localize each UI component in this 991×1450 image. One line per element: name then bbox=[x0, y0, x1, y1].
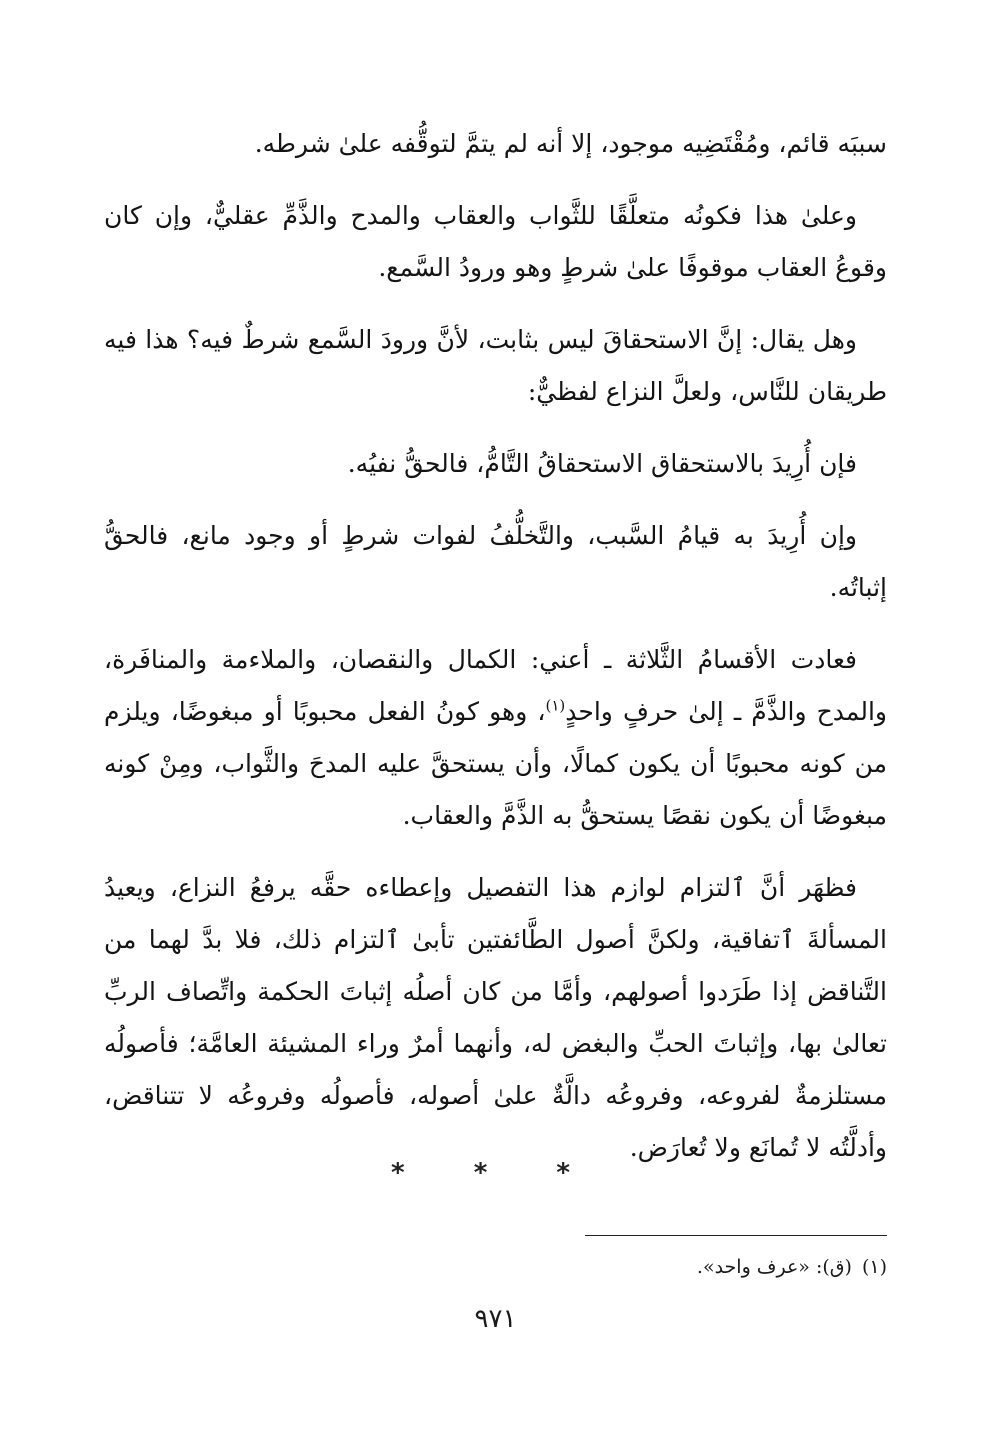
paragraph-1: سببَه قائم، ومُقْتَضِيه موجود، إلا أنه لم يتمَّ لتوقُّفه علىٰ شرطه. bbox=[254, 129, 887, 158]
paragraph-7: فظهَر أنَّ ٱلتزام لوازم هذا التفصيل وإعطاءه حقَّه يرفعُ النزاع، ويعيدُ المسألةَ ٱتفاقية، ولكنَّ أصول الطَّائفتين تأبىٰ ٱلتزام ذلك، فلا بدَّ لهما من التَّناقض إذا طَرَدوا أصولهم، وأمَّا من كان أصلُه إثباتَ الحكمة واتِّصاف الربِّ تعالىٰ بها، وإثباتَ الحبِّ والبغض له، وأنهما أمرٌ وراء المشيئة العامَّة؛ فأصولُه مستلزمةٌ لفروعه، وفروعُه دالَّةٌ علىٰ أصوله، فأصولُه وفروعُه لا تتناقض، وأدلَّتُه لا تُمانَع ولا تُعارَض. bbox=[104, 873, 887, 1162]
footnote-reference[interactable]: (١) bbox=[545, 696, 566, 715]
paragraph-6-part-2: ، وهو كونُ الفعل محبوبًا أو مبغوضًا، ويلزم من كونه محبوبًا أن يكون كمالًا، وأن يستحقَّ عليه المدحَ والثَّواب، ومِنْ كونه مبغوضًا أن يكون نقصًا يستحقُّ به الذَّمَّ والعقاب. bbox=[104, 697, 887, 830]
footnote-divider bbox=[585, 1235, 887, 1236]
paragraph-4: فإن أُرِيدَ بالاستحقاق الاستحقاقُ التَّامُّ، فالحقُّ نفيُه. bbox=[347, 449, 857, 478]
main-text bbox=[104, 118, 887, 1194]
paragraph-6-part-1: فعادت الأقسامُ الثَّلاثة ـ أعني: الكمال والنقصان، والملاءمة والمنافَرة، والمدح والذَّمَّ ـ إلىٰ حرفٍ واحدٍ bbox=[104, 645, 887, 726]
footnote-number: (١) bbox=[861, 1256, 887, 1278]
paragraph-2: وعلىٰ هذا فكونُه متعلَّقًا للثَّواب والعقاب والمدح والذَّمِّ عقليٌّ، وإن كان وقوعُ العقاب موقوفًا علىٰ شرطٍ وهو ورودُ السَّمع. bbox=[104, 201, 887, 282]
page-number: ٩٧١ bbox=[474, 1304, 517, 1334]
footnote-text: (ق): «عرف واحد». bbox=[696, 1256, 852, 1278]
paragraph-6 bbox=[104, 634, 887, 842]
paragraph-5: وإن أُرِيدَ به قيامُ السَّبب، والتَّخلُّفُ لفوات شرطٍ أو وجود مانع، فالحقُّ إثباتُه. bbox=[104, 521, 887, 602]
paragraph-3: وهل يقال: إنَّ الاستحقاقَ ليس بثابت، لأنَّ ورودَ السَّمع شرطٌ فيه؟ هذا فيه طريقان للنَّاس، ولعلَّ النزاع لفظيٌّ: bbox=[104, 325, 887, 406]
footnote bbox=[104, 1252, 887, 1282]
section-separator: * * * bbox=[391, 1158, 600, 1188]
